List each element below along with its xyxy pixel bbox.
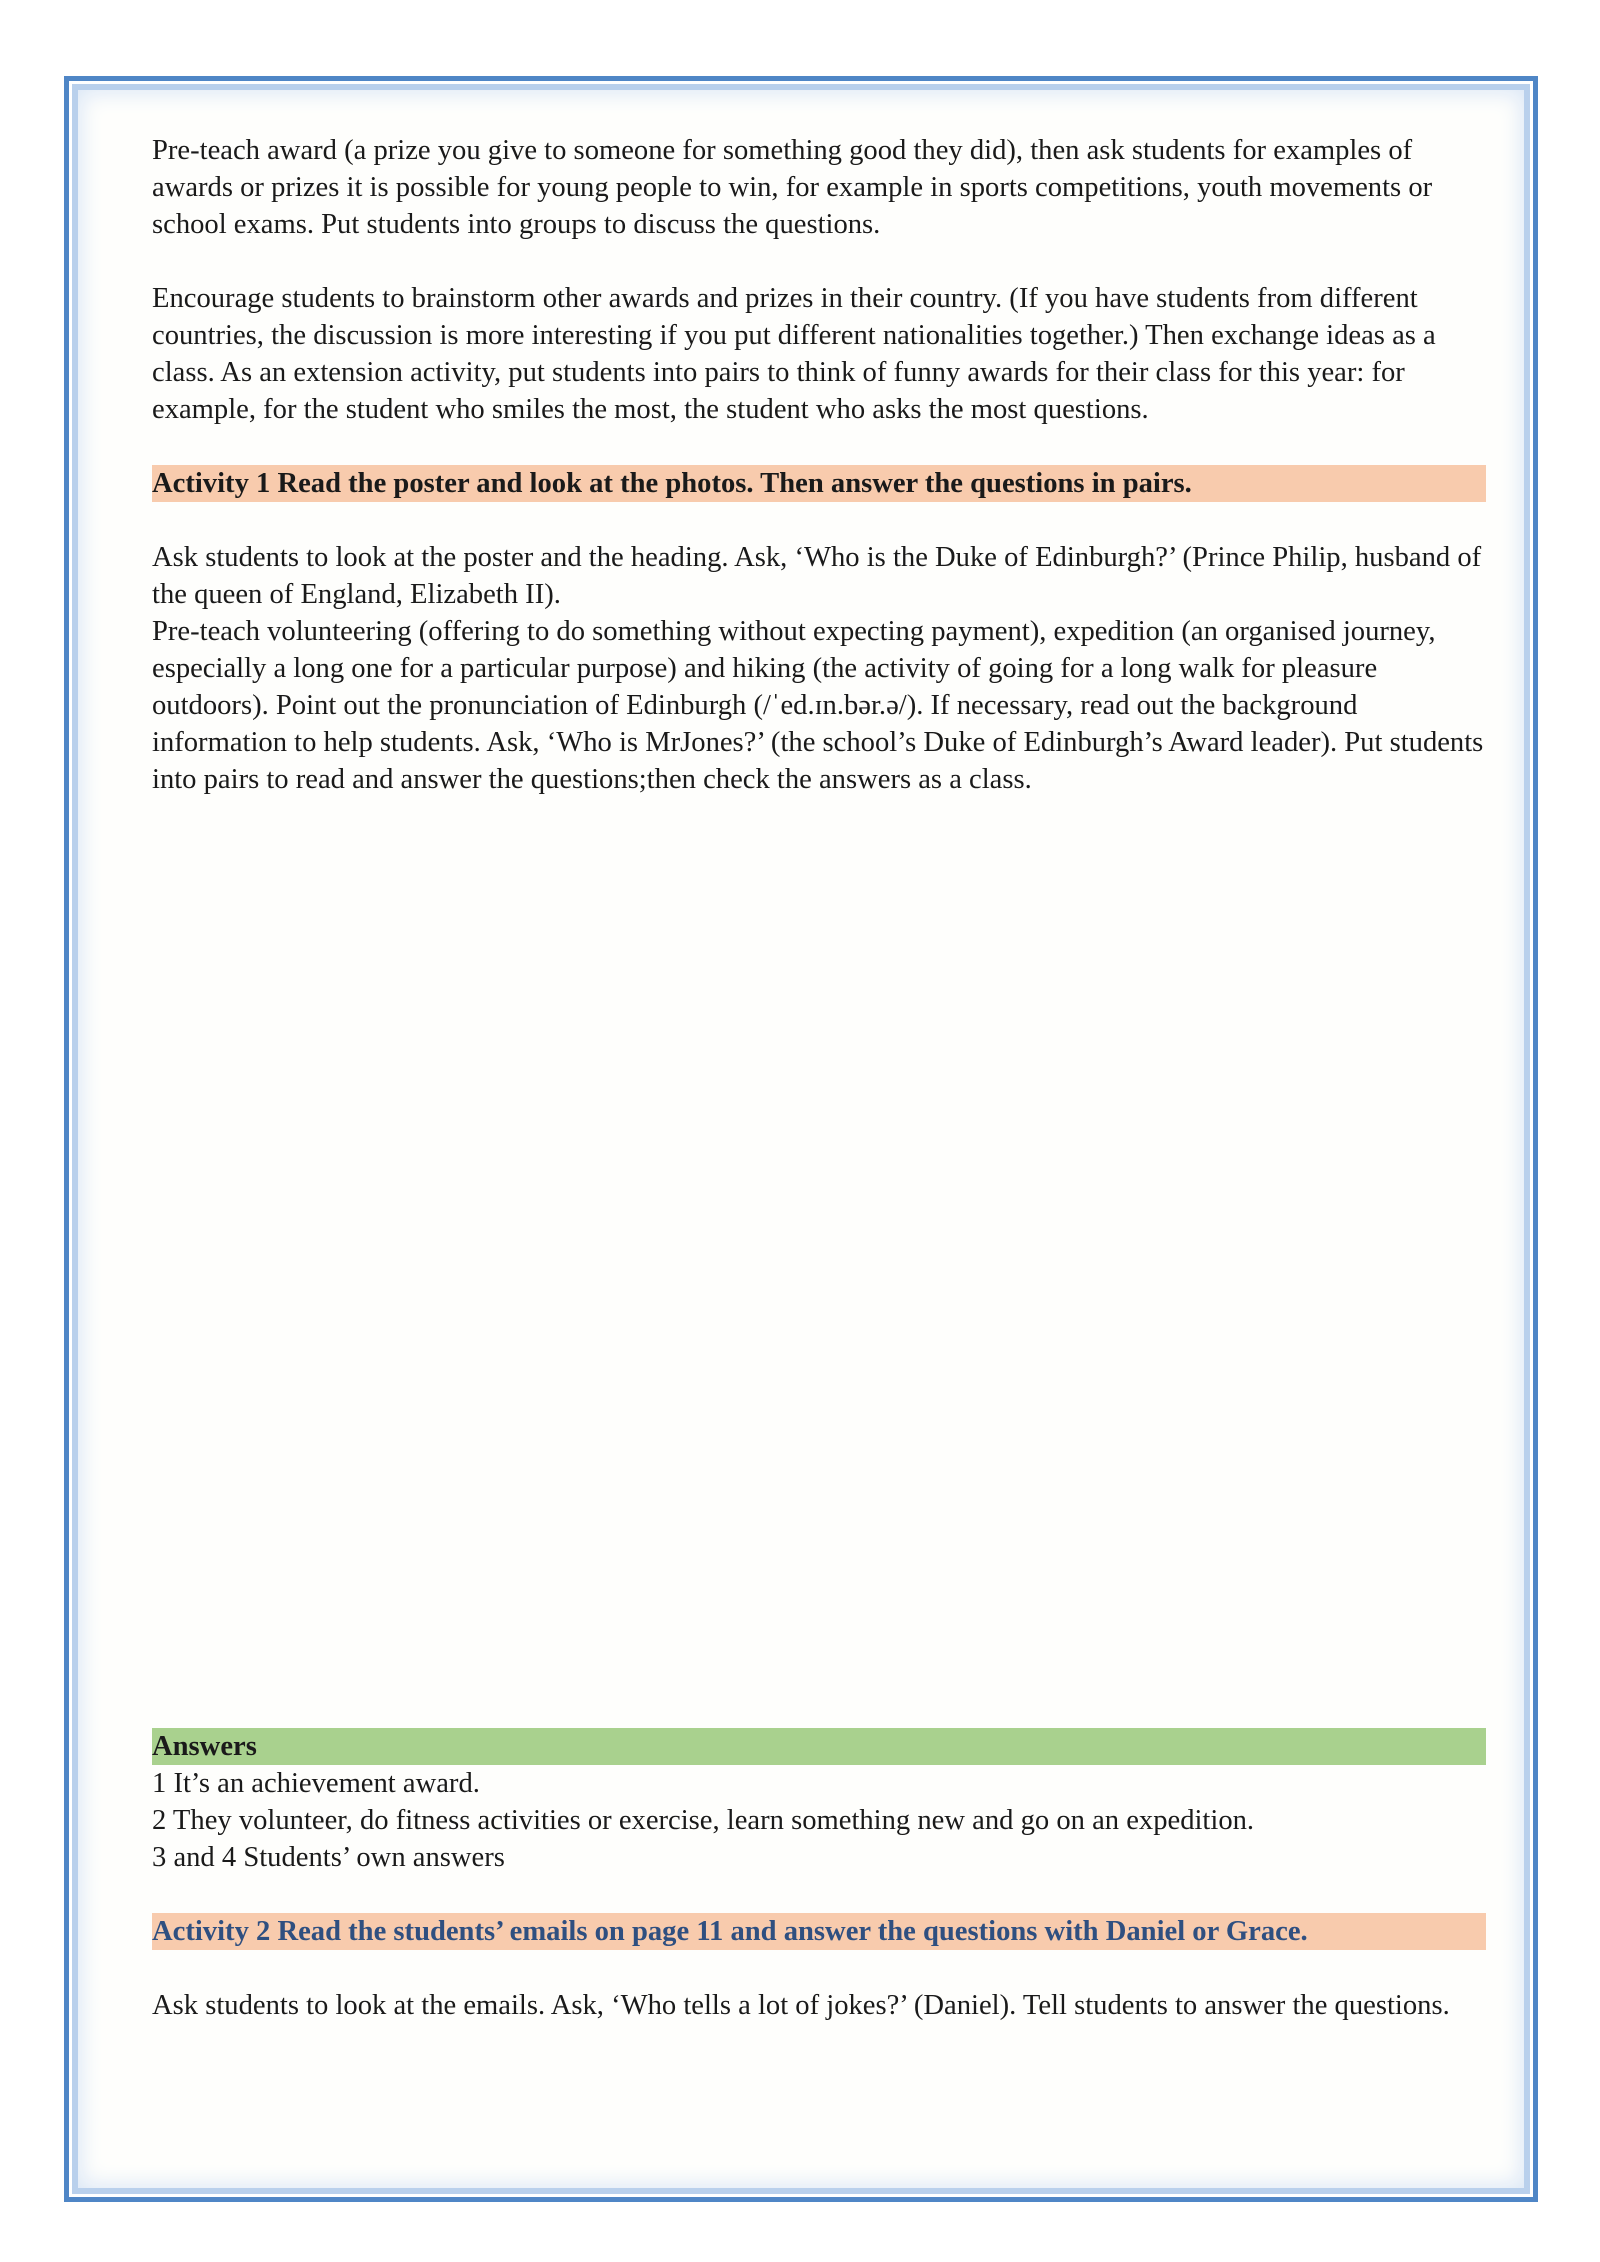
document-body: [152, 132, 1486, 2024]
blank-image-area: [152, 798, 1486, 1728]
answer-item: 3 and 4 Students’ own answers: [152, 1842, 505, 1873]
activity-1-paragraph-1: Ask students to look at the poster and the heading. Ask, ‘Who is the Duke of Edinburgh?’ (Prince Philip, husband of the queen of England, Elizabeth II).: [152, 542, 1482, 610]
activity-1-paragraph-2: Pre-teach volunteering (offering to do something without expecting payment), expedition (an organised journey, especially a long one for a particular purpose) and hiking (the activity of going for a long walk for pleasure outdoors). Point out the pronunciation of Edinburgh (/ˈed.ɪn.bər.ə/). If necessary, read out the background information to help students. Ask, ‘Who is MrJones?’ (the school’s Duke of Edinburgh’s Award leader). Put students into pairs to read and answer the questions;then check the answers as a class.: [152, 616, 1484, 795]
answer-item: 2 They volunteer, do fitness activities or exercise, learn something new and go on an expedition.: [152, 1805, 1255, 1836]
answers-heading: Answers: [152, 1728, 1486, 1765]
activity-2-heading: Activity 2 Read the students’ emails on page 11 and answer the questions with Daniel or Grace.: [152, 1913, 1486, 1950]
intro-paragraph-2: Encourage students to brainstorm other awards and prizes in their country. (If you have students from different countries, the discussion is more interesting if you put different nationalities together.) Then exchange ideas as a class. As an extension activity, put students into pairs to think of funny awards for their class for this year: for example, for the student who smiles the most, the student who asks the most questions.: [152, 283, 1436, 425]
activity-2-paragraph-1: Ask students to look at the emails. Ask, ‘Who tells a lot of jokes?’ (Daniel). Tell students to answer the questions.: [152, 1990, 1450, 2021]
activity-1-heading: Activity 1 Read the poster and look at the photos. Then answer the questions in pairs.: [152, 465, 1486, 502]
answer-item: 1 It’s an achievement award.: [152, 1768, 480, 1799]
intro-paragraph-1: Pre-teach award (a prize you give to someone for something good they did), then ask students for examples of awards or prizes it is possible for young people to win, for example in sports competitions, youth movements or school exams. Put students into groups to discuss the questions.: [152, 135, 1433, 240]
